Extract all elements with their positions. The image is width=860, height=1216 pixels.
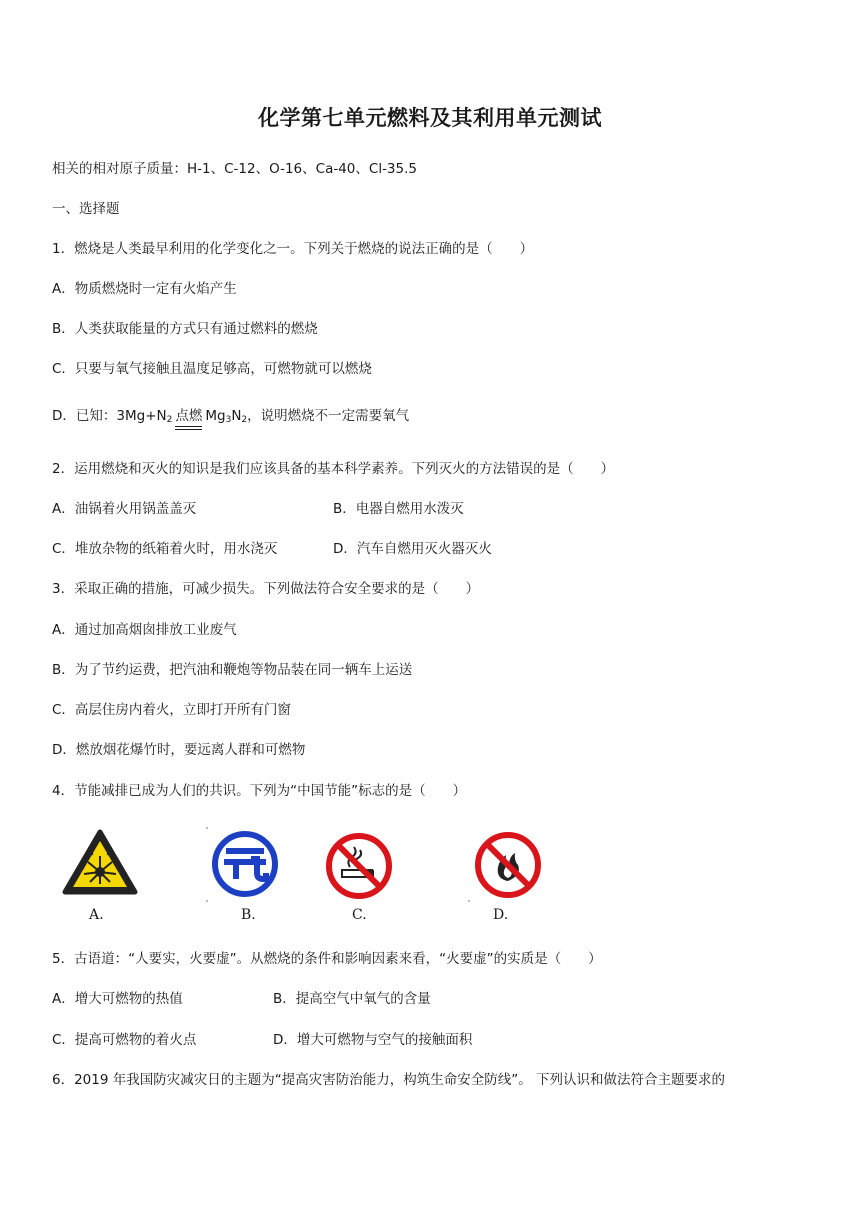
no-smoking-icon — [324, 831, 394, 905]
subscript: 2 — [166, 415, 173, 425]
option-label-c: C. — [352, 907, 367, 923]
question-3-option-c: C．高层住房内着火，立即打开所有门窗 — [52, 702, 291, 718]
question-3-option-b: B．为了节约运费，把汽油和鞭炮等物品装在同一辆车上运送 — [52, 662, 413, 678]
question-3-option-a: A．通过加高烟囱排放工业废气 — [52, 622, 237, 638]
no-open-flame-icon — [473, 829, 543, 905]
question-1-option-c: C．只要与氧气接触且温度足够高，可燃物就可以燃烧 — [52, 361, 372, 377]
question-5-option-a: A．增大可燃物的热值 — [52, 991, 183, 1007]
question-2-option-c: C．堆放杂物的纸箱着火时，用水浇灭 — [52, 541, 278, 557]
page-title: 化学第七单元燃料及其利用单元测试 — [258, 106, 602, 130]
question-1-option-d — [52, 406, 409, 430]
question-2-option-d: D．汽车自燃用灭火器灭火 — [333, 541, 492, 557]
product-n: N — [231, 408, 242, 424]
option-label-d: D. — [493, 907, 509, 923]
question-4-stem: 4．节能减排已成为人们的共识。下列为“中国节能”标志的是（ ） — [52, 783, 467, 799]
question-1-option-a: A．物质燃烧时一定有火焰产生 — [52, 281, 237, 297]
equation-prefix: D．已知：3Mg+N — [52, 408, 167, 424]
question-6-stem: 6．2019 年我国防灾减灾日的主题为“提高灾害防治能力，构筑生命安全防线”。 下列认识和做法符合主题要求的 — [52, 1072, 726, 1088]
explosive-warning-icon — [62, 828, 138, 900]
question-5-option-b: B．提高空气中氧气的含量 — [273, 991, 431, 1007]
atomic-masses: 相关的相对原子质量：H-1、C-12、O-16、Ca-40、Cl-35.5 — [52, 161, 417, 177]
option-label-a: A. — [89, 907, 104, 923]
question-2-option-a: A．油锅着火用锅盖盖灭 — [52, 501, 197, 517]
subscript: 2 — [241, 415, 248, 425]
option-label-b: B. — [241, 907, 256, 923]
question-1-stem: 1．燃烧是人类最早利用的化学变化之一。下列关于燃烧的说法正确的是（ ） — [52, 241, 534, 257]
subscript: 3 — [225, 415, 232, 425]
question-5-stem: 5．古语道：“人要实，火要虚”。从燃烧的条件和影响因素来看，“火要虚”的实质是（ ） — [52, 951, 602, 967]
product-mg: Mg — [205, 408, 226, 424]
equation-suffix: ，说明燃烧不一定需要氧气 — [247, 408, 410, 424]
question-1-option-b: B．人类获取能量的方式只有通过燃料的燃烧 — [52, 321, 318, 337]
energy-saving-logo-icon — [212, 831, 278, 901]
question-5-option-d: D．增大可燃物与空气的接触面积 — [273, 1032, 473, 1048]
question-3-stem: 3．采取正确的措施，可减少损失。下列做法符合安全要求的是（ ） — [52, 581, 480, 597]
section-heading: 一、选择题 — [52, 201, 120, 217]
reaction-condition: 点燃 — [175, 406, 202, 428]
scan-artifact — [468, 900, 470, 902]
scan-artifact — [206, 900, 208, 902]
scan-artifact — [206, 827, 208, 829]
question-3-option-d: D．燃放烟花爆竹时，要远离人群和可燃物 — [52, 742, 306, 758]
question-2-stem: 2．运用燃烧和灭火的知识是我们应该具备的基本科学素养。下列灭火的方法错误的是（ ） — [52, 461, 615, 477]
question-5-option-c: C．提高可燃物的着火点 — [52, 1032, 197, 1048]
question-2-option-b: B．电器自燃用水泼灭 — [333, 501, 464, 517]
